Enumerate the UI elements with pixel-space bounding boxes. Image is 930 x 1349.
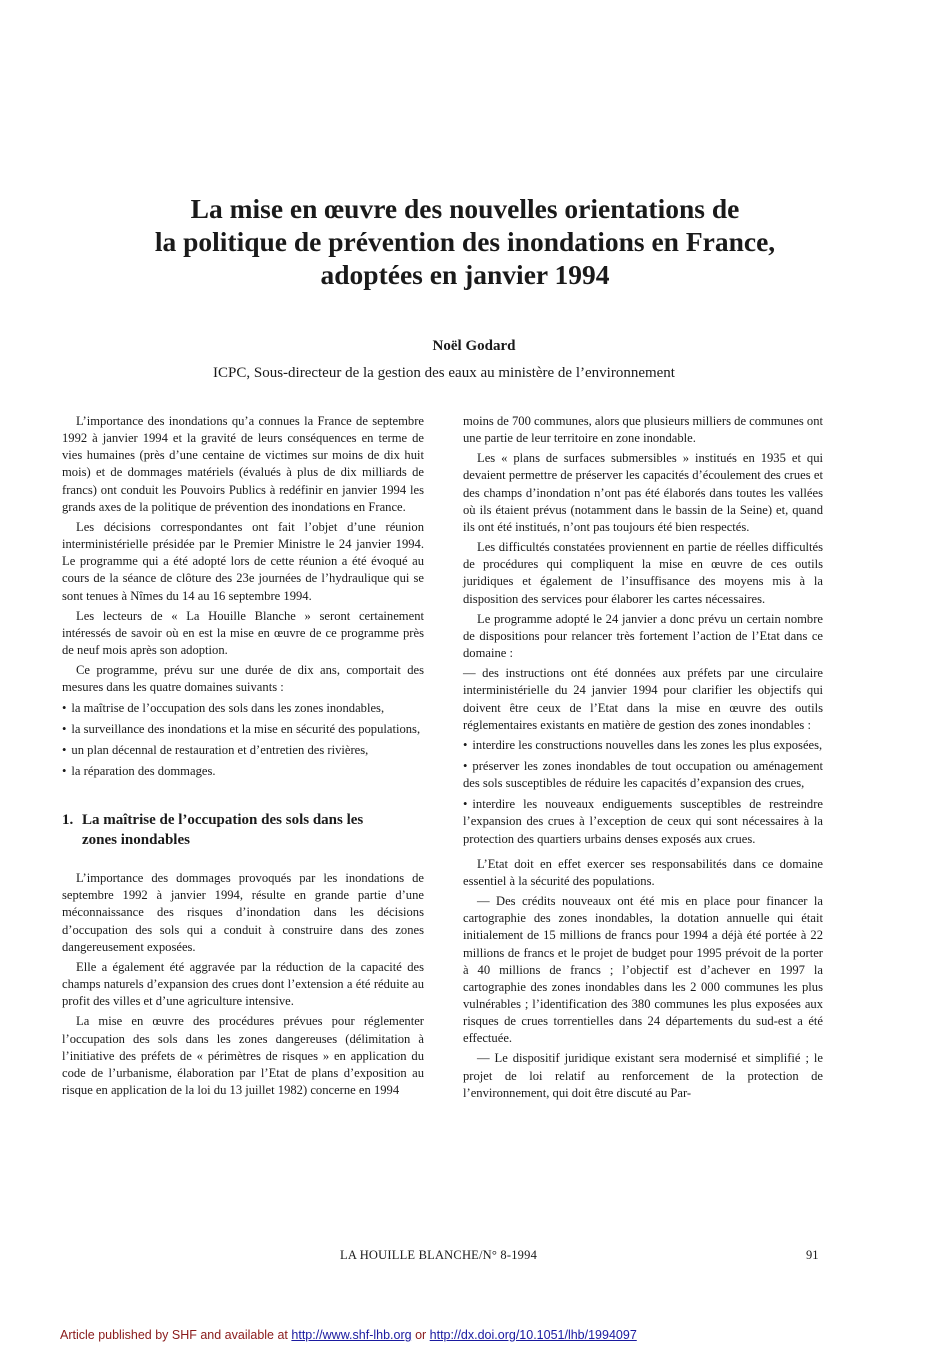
list-item — [463, 737, 823, 754]
list-item-text: préserver les zones inondables de tout occupation ou aménagement des sols susceptibles de réduire les capacités d’expansion des crues, — [463, 758, 823, 791]
paragraph: Elle a également été aggravée par la réduction de la capacité des champs naturels d’expansion des crues dont l’extension a été réduite au profit des villes et d’une agriculture intensive. — [62, 959, 424, 1009]
list-item-text: interdire les nouveaux endiguements susceptibles de restreindre l’expansion des crues à l’exception de ceux qui sont nécessaires à la protection des quartiers urbains denses exposés aux crues. — [463, 797, 823, 846]
paragraph: Les décisions correspondantes ont fait l’objet d’une réunion interministérielle présidée par le Premier Ministre le 24 janvier 1994. Le programme qui a été adopté lors de cette réunion a été évoqué au cours de la séance de clôture des 23e journées de l’hydraulique qui se sont tenues à Nîmes du 14 au 16 septembre 1994. — [62, 519, 424, 603]
publication-note-middle: or — [411, 1328, 430, 1342]
publication-note-prefix: Article published by SHF and available at — [60, 1328, 292, 1342]
list-item — [62, 763, 424, 780]
paragraph: Les « plans de surfaces submersibles » institués en 1935 et qui devaient permettre de préserver les capacités d’écoulement des crues et des champs d’inondation n’ont pas été élaborés dans toutes les vallées où ils étaient prévus (notamment dans le bassin de la Seine) et, quand ils ont été institués, n’ont pas toujours été bien respectés. — [463, 451, 823, 534]
bullet-icon: • — [62, 721, 67, 736]
paragraph: L’importance des inondations qu’a connues la France de septembre 1992 à janvier 1994 et la gravité de leurs conséquences en terme de vies humaines (près d’une centaine de victimes sur moins de dix huit mois) et de dommages matériels (évalués à plus de dix milliards de francs) ont conduit les Pouvoirs Publics à redéfinir en janvier 1994 les grands axes de la politique de prévention des inondations en France. — [62, 414, 424, 514]
list-item-text: interdire les constructions nouvelles dans les zones les plus exposées, — [472, 737, 823, 752]
publication-note — [60, 1328, 637, 1342]
section-heading-line: La maîtrise de l’occupation des sols dans les — [82, 812, 364, 829]
bullet-icon: • — [463, 737, 468, 752]
footer-journal-name: LA HOUILLE BLANCHE/N° 8-1994 — [340, 1248, 538, 1262]
right-column — [463, 413, 823, 1105]
shf-link[interactable]: http://www.shf-lhb.org — [291, 1328, 412, 1342]
paragraph: Le programme adopté le 24 janvier a donc prévu un certain nombre de dispositions pour relancer très fortement l’action de l’Etat dans ce domaine : — [463, 611, 823, 661]
page-number: 91 — [806, 1248, 819, 1262]
bullet-icon: • — [463, 758, 468, 773]
author-name: Noël Godard — [432, 338, 516, 354]
paragraph: Ce programme, prévu sur une durée de dix ans, comportait des mesures dans les quatre domaines suivants : — [62, 663, 424, 695]
author-affiliation: ICPC, Sous-directeur de la gestion des eaux au ministère de l’environnement — [213, 365, 675, 381]
paragraph: — des instructions ont été données aux préfets par une circulaire interministérielle du 24 janvier 1994 pour clarifier les objectifs qui doivent être ceux de l’Etat dans la mise en œuvre des outils réglementaires existants en matière de gestion des zones inondables : — [463, 666, 823, 732]
list-item — [463, 758, 823, 792]
paragraph: — Des crédits nouveaux ont été mis en place pour financer la cartographie des zones inondables, la dotation annuelle qui était initialement de 15 millions de francs pour 1994 a déjà été portée à 22 millions de francs et le projet de budget pour 1995 prévoit de la porter à 40 millions de francs ; l’objectif est d’achever en 1997 la cartographie des zones inondables dans les 2 000 communes les plus vulnérables ; l’identification des 380 communes les plus exposées aux risques de crues torrentielles dans 24 départements du sud-est a été effectuée. — [463, 894, 823, 1046]
list-item — [463, 796, 823, 847]
article-title — [40, 192, 890, 291]
paragraph: Les lecteurs de « La Houille Blanche » seront certainement intéressés de savoir où en est la mise en œuvre de ce programme près de neuf mois après son adoption. — [62, 608, 424, 658]
bullet-icon: • — [62, 763, 67, 778]
title-line: La mise en œuvre des nouvelles orientations de — [190, 193, 740, 224]
list-item — [62, 700, 424, 717]
paragraph: La mise en œuvre des procédures prévues pour réglementer l’occupation des sols dans les zones dangereuses (délimitation à l’initiative des préfets de « périmètres de risques » en application du code de l’urbanisme, élaboration par l’Etat de plans d’exposition au risque en application de la loi du 13 juillet 1982) concerne en 1994 — [62, 1014, 424, 1097]
list-item — [62, 721, 424, 738]
paragraph: Les difficultés constatées proviennent en partie de réelles difficultés de procédures qui compliquent la mise en œuvre de ces outils juridiques et également de l’insuffisance des moyens mis à la disposition des services pour élaborer les cartes nécessaires. — [463, 540, 823, 606]
list-item-text: la réparation des dommages. — [71, 763, 216, 778]
list-item — [62, 742, 424, 759]
paragraph: L’importance des dommages provoqués par les inondations de septembre 1992 à janvier 1994, résulte en grande partie d’une méconnaissance des risques d’inondation dans les décisions d’occupation des sols qui a conduit à construire dans des zones dangereusement exposées. — [62, 871, 424, 954]
list-item-text: la maîtrise de l’occupation des sols dans les zones inondables, — [71, 700, 385, 715]
list-item-text: la surveillance des inondations et la mise en sécurité des populations, — [71, 721, 421, 736]
bullet-icon: • — [463, 797, 468, 812]
title-line: adoptées en janvier 1994 — [320, 259, 610, 290]
title-line: la politique de prévention des inondations en France, — [154, 226, 776, 257]
paragraph: moins de 700 communes, alors que plusieurs milliers de communes ont une partie de leur territoire en zone inondable. — [463, 414, 823, 446]
paragraph: L’Etat doit en effet exercer ses responsabilités dans ce domaine essentiel à la sécurité des populations. — [463, 856, 823, 888]
bullet-icon: • — [62, 700, 67, 715]
list-item-text: un plan décennal de restauration et d’entretien des rivières, — [71, 742, 369, 757]
doi-link[interactable]: http://dx.doi.org/10.1051/lhb/1994097 — [429, 1328, 637, 1342]
bullet-icon: • — [62, 742, 67, 757]
paragraph: — Le dispositif juridique existant sera modernisé et simplifié ; le projet de loi relatif au renforcement de la protection de l’environnement, qui doit être discuté au Par- — [463, 1051, 823, 1100]
section-heading — [62, 810, 424, 850]
left-column — [62, 413, 424, 1102]
section-number: 1. — [62, 812, 74, 829]
section-heading-line: zones inondables — [82, 832, 190, 849]
